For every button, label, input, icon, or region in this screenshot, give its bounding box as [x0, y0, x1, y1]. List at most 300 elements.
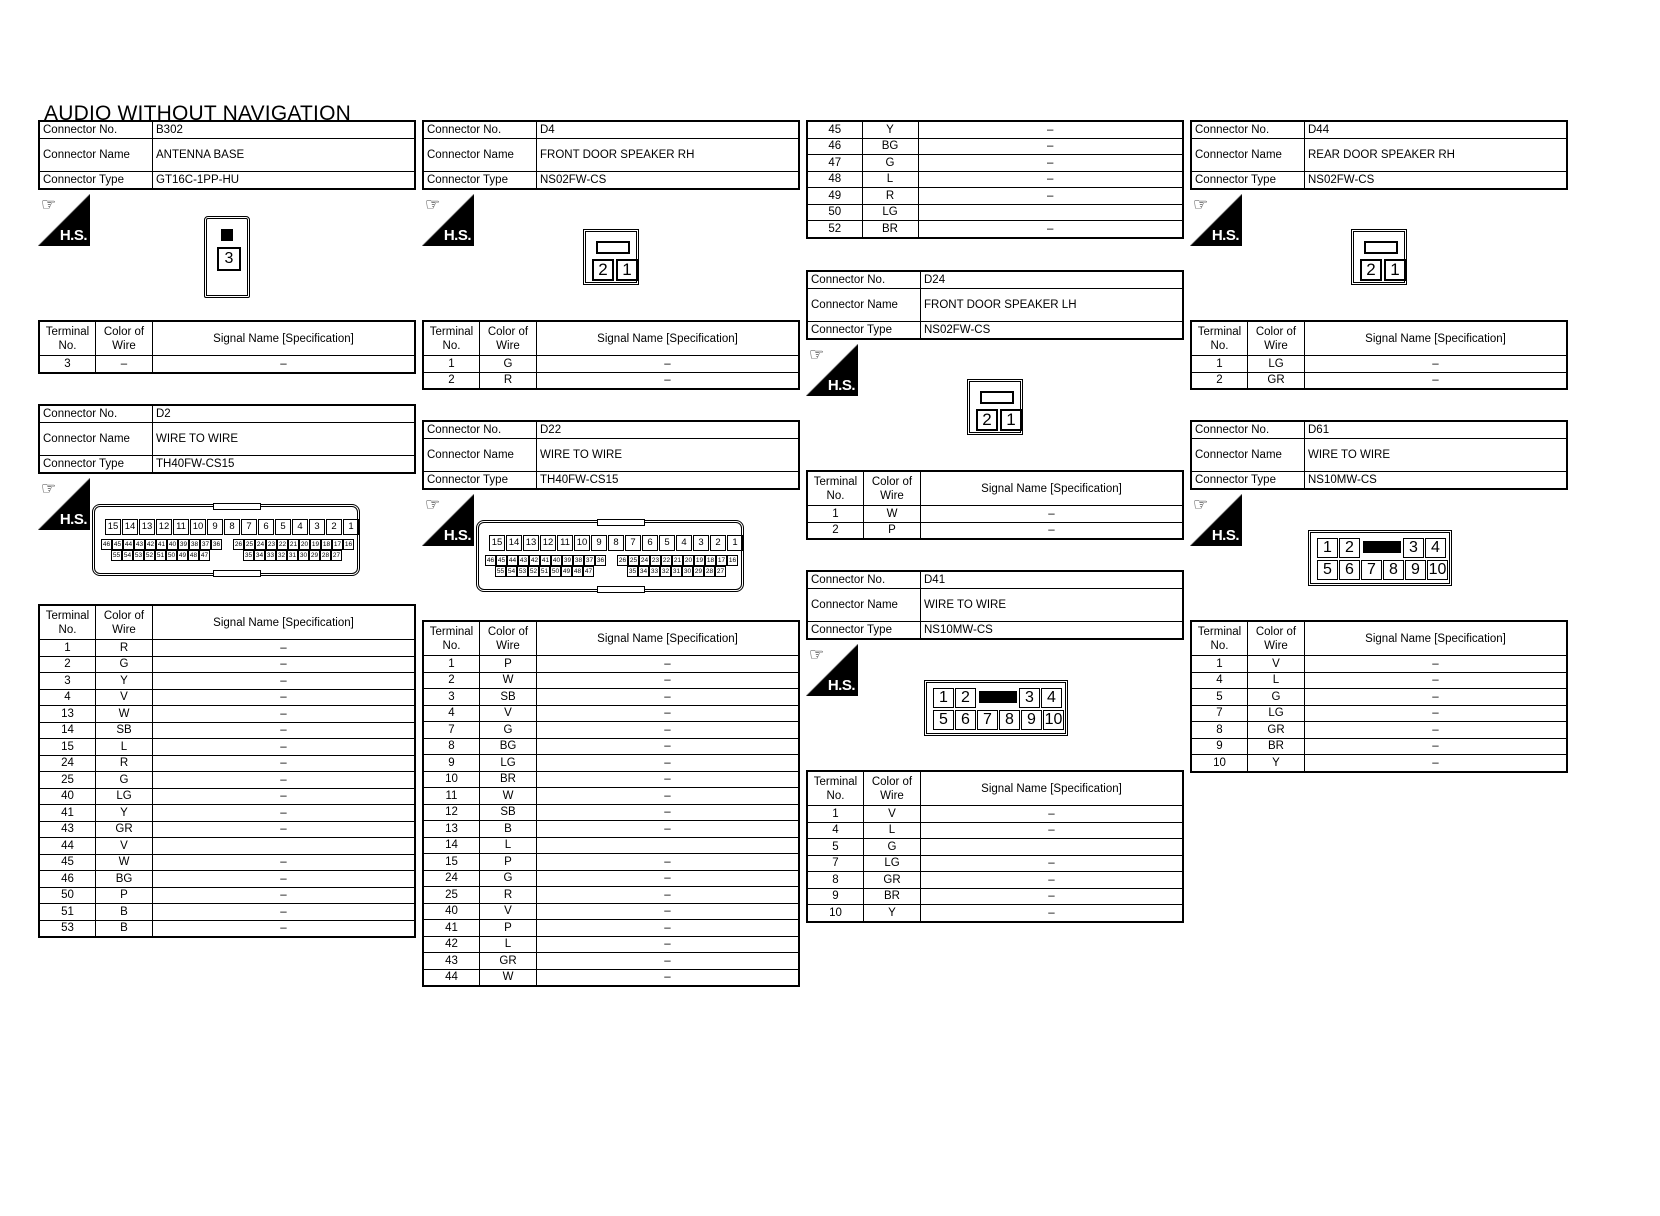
terminal-no: 50 — [807, 204, 862, 221]
wire-color: L — [480, 837, 537, 854]
pin-label: 25 — [245, 541, 254, 548]
harness-side-icon — [38, 478, 90, 530]
signal-name: – — [918, 121, 1183, 138]
pin-label: 12 — [540, 535, 556, 551]
wire-color: V — [864, 806, 921, 823]
pin-label: 9 — [591, 535, 607, 551]
wire-color: LG — [1248, 705, 1305, 722]
connector-name-label: Connector Name — [423, 139, 537, 172]
signal-name: – — [918, 221, 1183, 238]
pin-label: 46 — [486, 557, 495, 564]
wire-color: B — [96, 904, 153, 921]
pin-label: 25 — [629, 557, 638, 564]
connector-type-value: NS02FW-CS — [921, 322, 1184, 340]
terminal-no: 2 — [39, 656, 96, 673]
wire-color: L — [864, 822, 921, 839]
header-row — [807, 289, 1183, 322]
connector-header-table — [38, 404, 416, 474]
connector-name-value: REAR DOOR SPEAKER RH — [1305, 139, 1568, 172]
header-row — [423, 139, 799, 172]
pin-label: 50 — [167, 552, 176, 559]
table-row — [423, 372, 799, 389]
pin-label: 5 — [1317, 560, 1338, 580]
pin-label: 45 — [497, 557, 506, 564]
terminal-table — [1190, 620, 1568, 773]
connector-1pin-diagram — [204, 216, 250, 298]
table-row — [807, 221, 1183, 238]
terminal-table-continuation — [806, 120, 1184, 239]
connector-lock — [1364, 241, 1398, 254]
header-row — [423, 421, 799, 439]
terminal-no: 12 — [423, 804, 480, 821]
pin-label: 48 — [573, 568, 582, 575]
terminal-no: 11 — [423, 788, 480, 805]
signal-name: – — [921, 855, 1184, 872]
pin-label: 10 — [1428, 561, 1447, 578]
pin-label: 3 — [693, 535, 709, 551]
wire-color: SB — [480, 689, 537, 706]
pin-row — [101, 539, 222, 550]
connector-type-label: Connector Type — [1191, 172, 1305, 190]
pin-row — [233, 539, 354, 550]
terminal-no: 51 — [39, 904, 96, 921]
terminal-no: 13 — [39, 706, 96, 723]
table-header-row — [39, 605, 415, 640]
connector-type-label: Connector Type — [807, 322, 921, 340]
connector-name-value: ANTENNA BASE — [153, 139, 416, 172]
terminal-no: 44 — [423, 969, 480, 986]
connector-block — [1190, 420, 1568, 490]
wire-color: G — [1248, 689, 1305, 706]
signal-name: – — [153, 706, 416, 723]
header-row — [423, 439, 799, 472]
wire-color: B — [96, 920, 153, 937]
hand-icon: ☞ — [809, 345, 825, 364]
header-row — [423, 472, 799, 490]
wire-color: BR — [864, 888, 921, 905]
pin-label: 39 — [563, 557, 572, 564]
terminal-no: 3 — [423, 689, 480, 706]
pin-label: 4 — [292, 519, 308, 535]
hs-label: H.S. — [443, 227, 471, 244]
terminal-no: 48 — [807, 171, 862, 188]
connector-block — [422, 420, 800, 490]
pin-label: 28 — [321, 552, 330, 559]
terminal-no: 8 — [807, 872, 864, 889]
terminal-table — [38, 604, 416, 938]
table-row — [423, 936, 799, 953]
terminal-no: 9 — [1191, 738, 1248, 755]
header-row — [807, 589, 1183, 622]
wire-color: R — [96, 640, 153, 657]
connector-name-label: Connector Name — [807, 589, 921, 622]
wire-color: Y — [862, 121, 918, 138]
pin-label: 31 — [672, 568, 681, 575]
table-row — [807, 855, 1183, 872]
wire-color: LG — [480, 755, 537, 772]
color-header: Color of Wire — [1248, 321, 1305, 356]
terminal-no: 4 — [1191, 672, 1248, 689]
signal-name: – — [1305, 738, 1568, 755]
connector-no-label: Connector No. — [39, 121, 153, 139]
connector-no-label: Connector No. — [807, 271, 921, 289]
pin-label: 53 — [134, 552, 143, 559]
pin-label: 2 — [1339, 538, 1360, 558]
terminal-no: 4 — [423, 705, 480, 722]
connector-name-value: FRONT DOOR SPEAKER LH — [921, 289, 1184, 322]
wire-color: P — [480, 854, 537, 871]
wire-color: GR — [1248, 372, 1305, 389]
signal-name: – — [537, 969, 800, 986]
terminal-no: 2 — [423, 672, 480, 689]
pin-label: 45 — [113, 541, 122, 548]
connector-type-value: NS10MW-CS — [921, 622, 1184, 640]
terminal-no: 53 — [39, 920, 96, 937]
table-row — [39, 821, 415, 838]
table-row — [1191, 722, 1567, 739]
pin-label: 35 — [628, 568, 637, 575]
table-row — [1191, 372, 1567, 389]
terminal-no: 44 — [39, 838, 96, 855]
table-row — [1191, 356, 1567, 373]
signal-name: – — [1305, 372, 1568, 389]
pin-label: 33 — [650, 568, 659, 575]
table-header-row — [1191, 321, 1567, 356]
table-row — [807, 121, 1183, 138]
wire-color: W — [480, 788, 537, 805]
pin-label: 6 — [1339, 560, 1360, 580]
pin-label: 41 — [541, 557, 550, 564]
terminal-no: 25 — [39, 772, 96, 789]
pin-row — [489, 535, 744, 551]
pin-label: 17 — [717, 557, 726, 564]
signal-header: Signal Name [Specification] — [1305, 321, 1568, 356]
signal-name: – — [153, 689, 416, 706]
signal-name: – — [153, 640, 416, 657]
signal-name — [918, 204, 1183, 221]
terminal-no: 2 — [1191, 372, 1248, 389]
harness-side-icon — [1190, 494, 1242, 546]
terminal-no: 1 — [39, 640, 96, 657]
header-row — [807, 622, 1183, 640]
wire-color: P — [480, 920, 537, 937]
terminal-no: 14 — [39, 722, 96, 739]
hs-label: H.S. — [443, 527, 471, 544]
signal-name: – — [1305, 672, 1568, 689]
signal-name: – — [537, 705, 800, 722]
table-row — [39, 656, 415, 673]
signal-name: – — [153, 755, 416, 772]
pin-label: 23 — [267, 541, 276, 548]
pin-label: 34 — [255, 552, 264, 559]
terminal-no: 43 — [423, 953, 480, 970]
table-row — [807, 905, 1183, 922]
header-row — [1191, 421, 1567, 439]
pin-label: 44 — [508, 557, 517, 564]
connector-block — [806, 270, 1184, 340]
pin-label: 2 — [592, 259, 614, 281]
wire-color: SB — [480, 804, 537, 821]
pin-label: 40 — [168, 541, 177, 548]
connector-name-label: Connector Name — [39, 139, 153, 172]
hand-icon: ☞ — [809, 645, 825, 664]
pin-row — [617, 555, 738, 566]
connector-type-label: Connector Type — [1191, 472, 1305, 490]
table-row — [807, 872, 1183, 889]
connector-name-label: Connector Name — [423, 439, 537, 472]
connector-lock — [596, 241, 630, 254]
wire-color: R — [96, 755, 153, 772]
signal-name: – — [537, 804, 800, 821]
wire-color: V — [96, 689, 153, 706]
connector-type-label: Connector Type — [807, 622, 921, 640]
table-row — [423, 870, 799, 887]
header-row — [807, 322, 1183, 340]
pin-label: 35 — [244, 552, 253, 559]
header-row — [1191, 439, 1567, 472]
pin-label: 36 — [212, 541, 221, 548]
signal-name — [153, 838, 416, 855]
terminal-header: Terminal No. — [1191, 321, 1248, 356]
pin-label: 2 — [710, 535, 726, 551]
signal-name: – — [921, 522, 1184, 539]
pin-label: 38 — [190, 541, 199, 548]
hand-icon: ☞ — [1193, 195, 1209, 214]
pin-label: 3 — [1403, 538, 1424, 558]
terminal-no: 2 — [807, 522, 864, 539]
connector-no-value: D41 — [921, 571, 1184, 589]
connector-header-table — [1190, 420, 1568, 490]
pin-label: 18 — [706, 557, 715, 564]
wire-color: P — [480, 656, 537, 673]
table-row — [423, 755, 799, 772]
table-row — [423, 953, 799, 970]
terminal-header: Terminal No. — [1191, 621, 1248, 656]
wire-color: L — [96, 739, 153, 756]
connector-2pin-diagram — [583, 229, 639, 285]
connector-tab — [221, 229, 233, 241]
table-row — [423, 837, 799, 854]
pin-label: 20 — [300, 541, 309, 548]
connector-name-label: Connector Name — [39, 423, 153, 456]
connector-40pin-diagram — [92, 504, 360, 576]
table-row — [423, 854, 799, 871]
terminal-no: 1 — [1191, 356, 1248, 373]
wire-color: G — [862, 155, 918, 172]
signal-name: – — [537, 920, 800, 937]
pin-label: 16 — [728, 557, 737, 564]
connector-name-value: WIRE TO WIRE — [153, 423, 416, 456]
signal-name: – — [153, 673, 416, 690]
pin-label: 23 — [651, 557, 660, 564]
pin-label: 24 — [640, 557, 649, 564]
signal-name: – — [153, 788, 416, 805]
wire-color: G — [480, 356, 537, 373]
connector-key — [1363, 541, 1401, 553]
table-row — [423, 672, 799, 689]
terminal-no: 49 — [807, 188, 862, 205]
connector-no-value: D22 — [537, 421, 800, 439]
hand-icon: ☞ — [425, 495, 441, 514]
pin-label: 1 — [1384, 259, 1406, 281]
table-row — [807, 204, 1183, 221]
table-row — [1191, 738, 1567, 755]
table-row — [39, 640, 415, 657]
color-header: Color of Wire — [864, 471, 921, 506]
terminal-no: 10 — [1191, 755, 1248, 772]
terminal-no: 15 — [423, 854, 480, 871]
pin-label: 13 — [523, 535, 539, 551]
signal-header: Signal Name [Specification] — [1305, 621, 1568, 656]
table-row — [39, 788, 415, 805]
wire-color: SB — [96, 722, 153, 739]
terminal-header: Terminal No. — [807, 771, 864, 806]
pin-label: 4 — [1425, 538, 1446, 558]
connector-no-label: Connector No. — [39, 405, 153, 423]
table-row — [1191, 689, 1567, 706]
pin-label: 13 — [139, 519, 155, 535]
signal-name: – — [537, 903, 800, 920]
table-header-row — [1191, 621, 1567, 656]
wire-color: G — [96, 772, 153, 789]
pin-label: 7 — [1361, 560, 1382, 580]
signal-name: – — [1305, 705, 1568, 722]
pin-label: 43 — [135, 541, 144, 548]
terminal-no: 1 — [807, 806, 864, 823]
pin-label: 38 — [574, 557, 583, 564]
wire-color: V — [480, 903, 537, 920]
table-row — [39, 356, 415, 373]
table-row — [39, 854, 415, 871]
pin-label: 18 — [322, 541, 331, 548]
signal-name — [921, 839, 1184, 856]
signal-name: – — [537, 771, 800, 788]
connector-type-label: Connector Type — [423, 172, 537, 190]
header-row — [39, 139, 415, 172]
signal-name: – — [921, 806, 1184, 823]
signal-name: – — [537, 755, 800, 772]
connector-40pin-diagram — [476, 520, 744, 592]
terminal-table — [422, 620, 800, 987]
signal-name: – — [1305, 356, 1568, 373]
pin-label: 19 — [311, 541, 320, 548]
wire-color: B — [480, 821, 537, 838]
pin-label: 47 — [200, 552, 209, 559]
table-row — [423, 738, 799, 755]
header-row — [1191, 139, 1567, 172]
table-row — [39, 920, 415, 937]
connector-notch — [213, 503, 261, 510]
pin-label: 15 — [105, 519, 121, 535]
wire-color: BR — [480, 771, 537, 788]
signal-name: – — [537, 672, 800, 689]
table-row — [1191, 672, 1567, 689]
connector-notch — [597, 519, 645, 526]
pin-label: 34 — [639, 568, 648, 575]
terminal-header: Terminal No. — [39, 321, 96, 356]
connector-notch — [213, 570, 261, 577]
pin-label: 3 — [217, 247, 241, 271]
terminal-no: 47 — [807, 155, 862, 172]
terminal-no: 2 — [423, 372, 480, 389]
harness-side-icon — [422, 494, 474, 546]
wire-color: Y — [1248, 755, 1305, 772]
wire-color: L — [1248, 672, 1305, 689]
hs-label: H.S. — [1211, 527, 1239, 544]
wire-color: G — [480, 722, 537, 739]
color-header: Color of Wire — [1248, 621, 1305, 656]
wire-color: R — [480, 887, 537, 904]
signal-header: Signal Name [Specification] — [537, 321, 800, 356]
table-row — [423, 969, 799, 986]
pin-label: 39 — [179, 541, 188, 548]
connector-no-label: Connector No. — [1191, 421, 1305, 439]
terminal-no: 46 — [807, 138, 862, 155]
hand-icon: ☞ — [41, 195, 57, 214]
pin-label: 8 — [608, 535, 624, 551]
pin-label: 32 — [277, 552, 286, 559]
pin-label: 1 — [933, 688, 954, 708]
connector-type-label: Connector Type — [39, 456, 153, 474]
wire-color: G — [96, 656, 153, 673]
pin-label: 46 — [102, 541, 111, 548]
signal-name: – — [537, 887, 800, 904]
connector-2pin-diagram — [967, 379, 1023, 435]
pin-label: 2 — [1360, 259, 1382, 281]
wire-color: V — [96, 838, 153, 855]
pin-label: 22 — [662, 557, 671, 564]
table-row — [1191, 705, 1567, 722]
pin-row — [933, 710, 1065, 730]
connector-header-table — [1190, 120, 1568, 190]
pin-label: 24 — [256, 541, 265, 548]
wire-color: Y — [864, 905, 921, 922]
table-row — [423, 903, 799, 920]
pin-label: 11 — [173, 519, 189, 535]
pin-label: 42 — [530, 557, 539, 564]
pin-label: 8 — [224, 519, 240, 535]
pin-label: 20 — [684, 557, 693, 564]
color-header: Color of Wire — [864, 771, 921, 806]
pin-label: 10 — [190, 519, 206, 535]
connector-header-table — [806, 570, 1184, 640]
harness-side-icon — [806, 644, 858, 696]
pin-label: 44 — [124, 541, 133, 548]
table-row — [423, 689, 799, 706]
wire-color: W — [96, 706, 153, 723]
pin-label: 10 — [574, 535, 590, 551]
pin-label: 16 — [344, 541, 353, 548]
terminal-no: 8 — [1191, 722, 1248, 739]
connector-name-label: Connector Name — [1191, 439, 1305, 472]
pin-label: 1 — [1000, 409, 1022, 431]
pin-label: 4 — [676, 535, 692, 551]
table-row — [423, 920, 799, 937]
connector-block — [806, 570, 1184, 640]
pin-label: 51 — [540, 568, 549, 575]
terminal-no: 7 — [807, 855, 864, 872]
signal-header: Signal Name [Specification] — [921, 471, 1184, 506]
signal-name: – — [153, 821, 416, 838]
pin-row — [627, 566, 726, 577]
terminal-no: 24 — [39, 755, 96, 772]
wire-color: LG — [1248, 356, 1305, 373]
pin-label: 3 — [309, 519, 325, 535]
wire-color: GR — [480, 953, 537, 970]
pin-label: 19 — [695, 557, 704, 564]
connector-type-value: GT16C-1PP-HU — [153, 172, 416, 190]
terminal-no: 7 — [423, 722, 480, 739]
